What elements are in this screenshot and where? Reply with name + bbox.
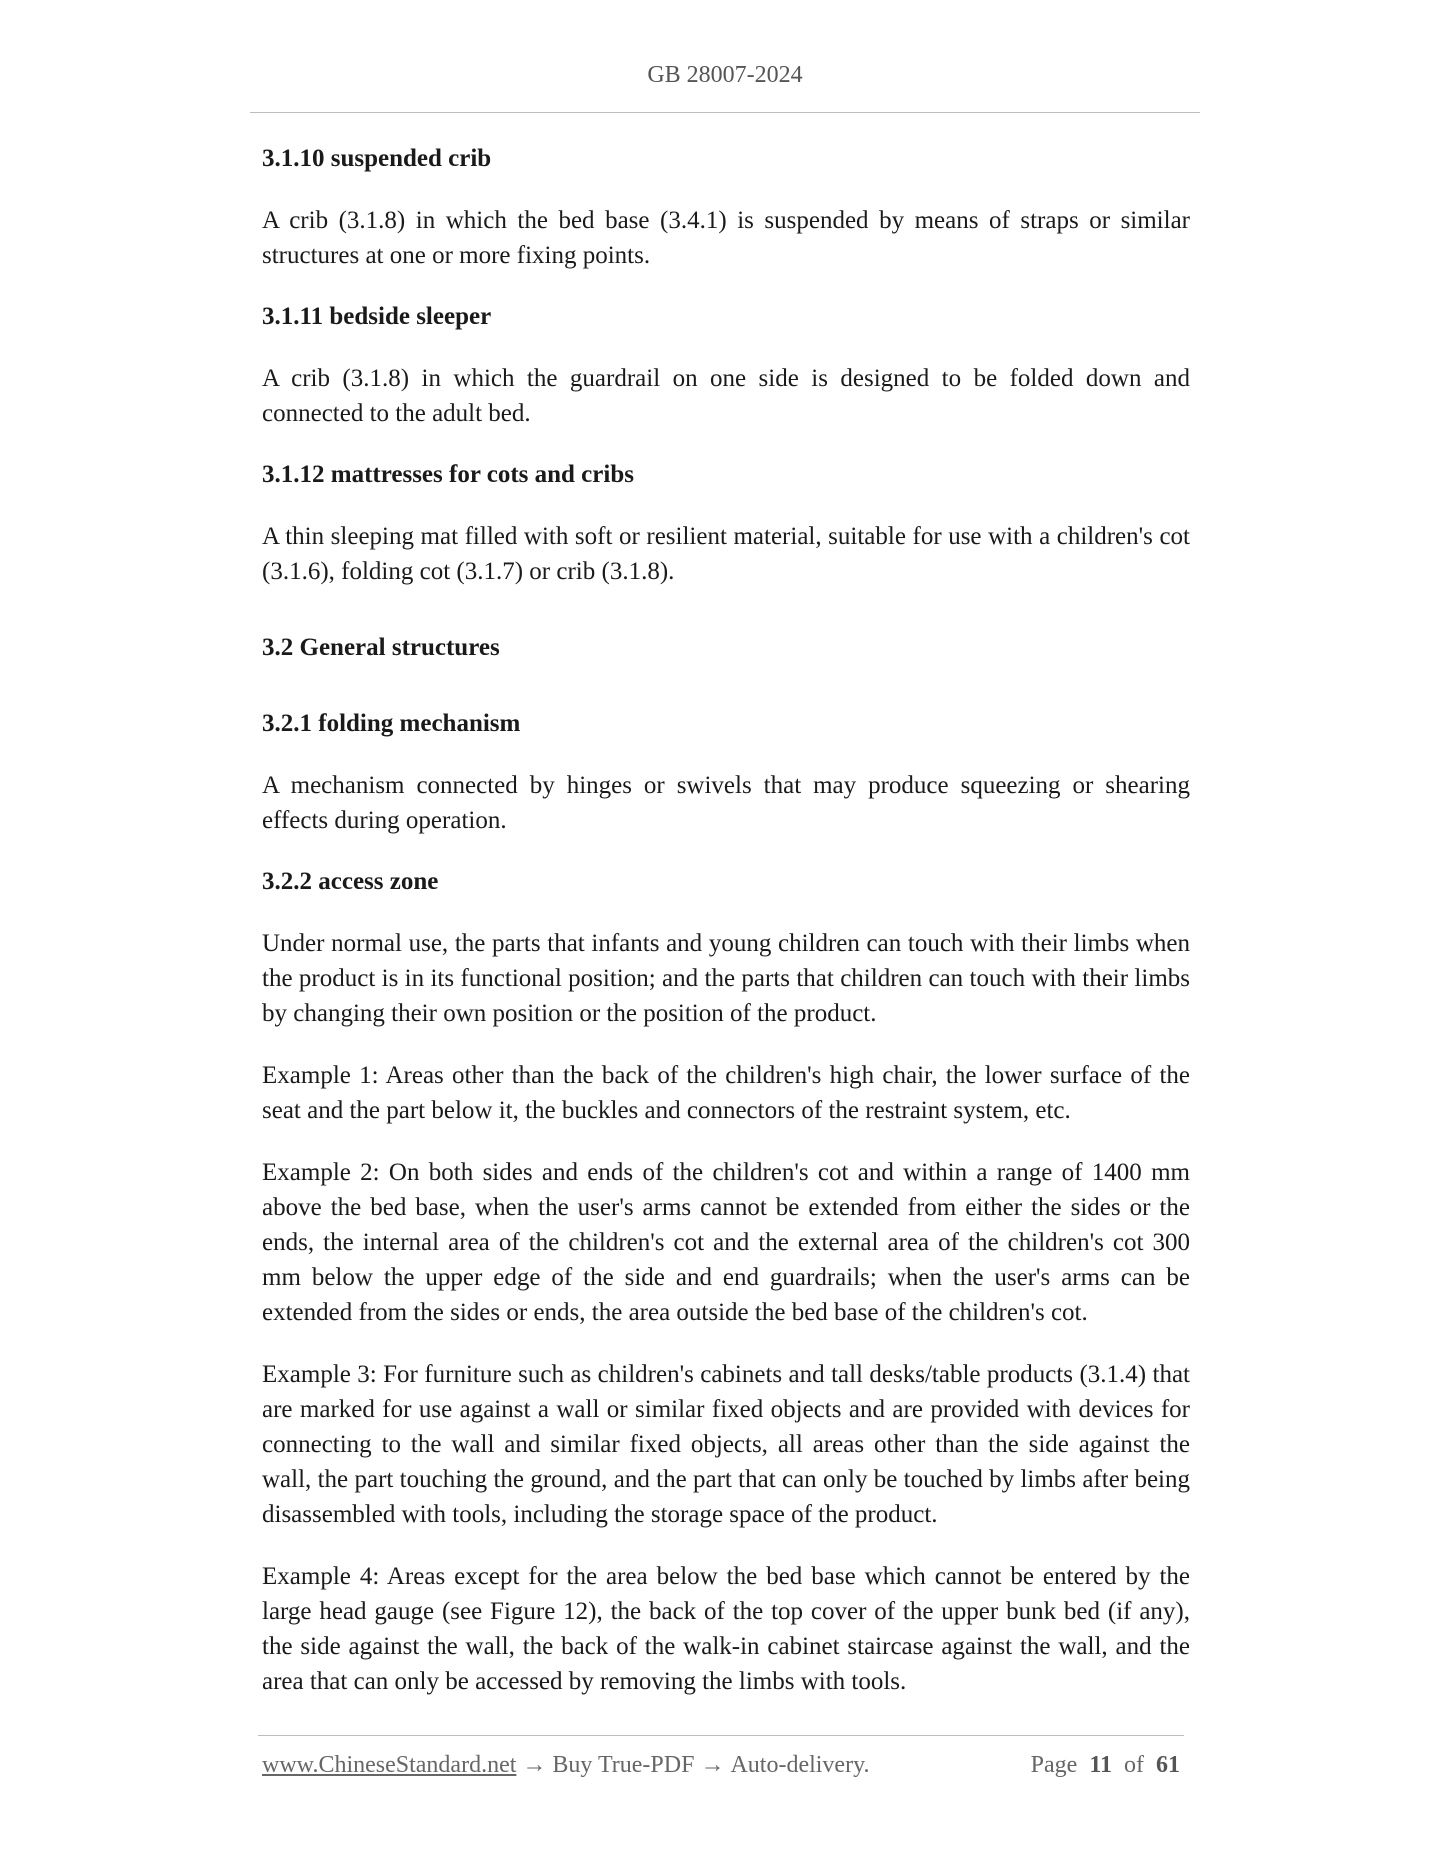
website-link[interactable]: www.ChineseStandard.net bbox=[262, 1752, 517, 1778]
standard-number: GB 28007-2024 bbox=[647, 62, 803, 88]
heading-3-2-2: 3.2.2 access zone bbox=[262, 868, 439, 895]
heading-3-1-10: 3.1.10 suspended crib bbox=[262, 145, 492, 172]
page-current: 11 bbox=[1089, 1752, 1112, 1778]
example-1: Example 1: Areas other than the back of the children's high chair, the lower surface of the seat and the part below it, the buckles and connectors of the restraint system, etc. bbox=[262, 1062, 1190, 1124]
document-body bbox=[262, 142, 1190, 1726]
heading-3-1-12: 3.1.12 mattresses for cots and cribs bbox=[262, 461, 634, 488]
heading-3-2-1: 3.2.1 folding mechanism bbox=[262, 710, 521, 737]
heading-3-1-11: 3.1.11 bedside sleeper bbox=[262, 303, 492, 330]
page-total: 61 bbox=[1156, 1752, 1180, 1778]
page-header bbox=[250, 62, 1200, 89]
page-indicator bbox=[1031, 1752, 1180, 1779]
example-3: Example 3: For furniture such as children's cabinets and tall desks/table products (3.1.4) that are marked for use against a wall or similar fixed objects and are provided with devices for connecting to the wall and similar fixed objects, all areas other than the side against the wall, the part touching the ground, and the part that can only be touched by limbs after being disassembled with tools, including the storage space of the product. bbox=[262, 1361, 1190, 1528]
header-divider bbox=[250, 112, 1200, 113]
footer-promo bbox=[262, 1752, 870, 1779]
footer-divider bbox=[258, 1735, 1184, 1736]
example-4: Example 4: Areas except for the area below the bed base which cannot be entered by the large head gauge (see Figure 12), the back of the top cover of the upper bunk bed (if any), the side against the wall, the back of the walk-in cabinet staircase against the wall, and the area that can only be accessed by removing the limbs with tools. bbox=[262, 1563, 1190, 1695]
paragraph-3-2-2: Under normal use, the parts that infants and young children can touch with their limbs when the product is in its functional position; and the parts that children can touch with their limbs by changing their own position or the position of the product. bbox=[262, 930, 1190, 1027]
arrow-right-icon: → bbox=[522, 1752, 547, 1778]
example-2: Example 2: On both sides and ends of the children's cot and within a range of 1400 mm above the bed base, when the user's arms cannot be extended from either the sides or the ends, the internal area of the children's cot and the external area of the children's cot 300 mm below the upper edge of the side and end guardrails; when the user's arms can be extended from the sides or ends, the area outside the bed base of the children's cot. bbox=[262, 1159, 1190, 1326]
arrow-right-icon: → bbox=[700, 1752, 725, 1778]
heading-3-2: 3.2 General structures bbox=[262, 634, 500, 661]
of-label: of bbox=[1124, 1752, 1144, 1778]
paragraph-3-1-12: A thin sleeping mat filled with soft or resilient material, suitable for use with a children's cot (3.1.6), folding cot (3.1.7) or crib (3.1.8). bbox=[262, 523, 1190, 585]
paragraph-3-1-11: A crib (3.1.8) in which the guardrail on one side is designed to be folded down and connected to the adult bed. bbox=[262, 365, 1190, 427]
paragraph-3-1-10: A crib (3.1.8) in which the bed base (3.4.1) is suspended by means of straps or similar structures at one or more fixing points. bbox=[262, 207, 1190, 269]
buy-true-pdf-text: Buy True-PDF bbox=[552, 1752, 695, 1778]
page-label: Page bbox=[1030, 1752, 1078, 1778]
paragraph-3-2-1: A mechanism connected by hinges or swivels that may produce squeezing or shearing effects during operation. bbox=[262, 772, 1190, 834]
auto-delivery-text: Auto-delivery. bbox=[730, 1752, 870, 1778]
